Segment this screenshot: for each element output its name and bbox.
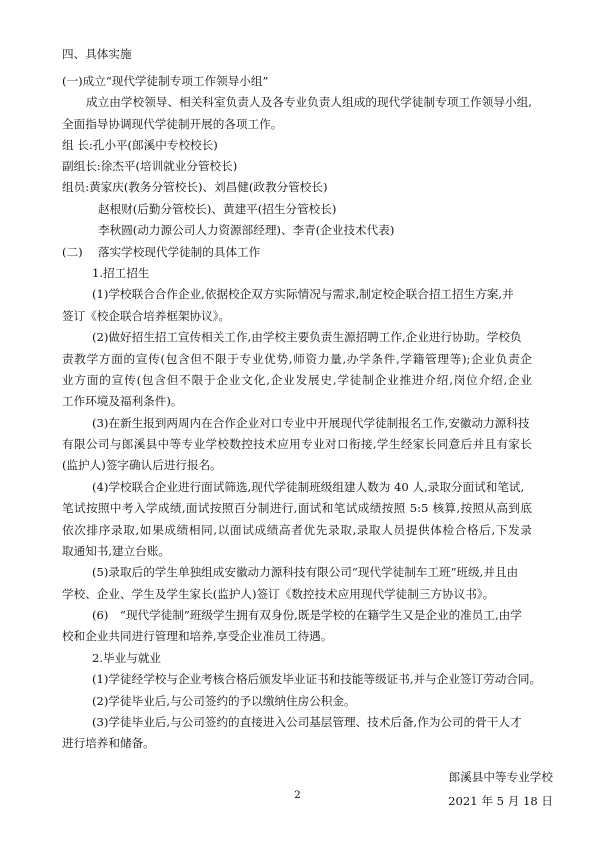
- paragraph-line: (4)学校联合企业进行面试筛选,现代学徒制班级组建人数为 40 人,录取分面试和笔试,: [92, 480, 525, 494]
- paragraph-line: 依次排序录取,如果成绩相同,以面试成绩高者优先录取,录取人员提供体检合格后,下发录: [62, 523, 532, 537]
- paragraph-line: 取通知书,建立台账。: [62, 544, 171, 558]
- paragraph-line: (监护人)签字确认后进行报名。: [62, 458, 222, 472]
- paragraph-line: 工作环境及福利条件)。: [62, 394, 183, 408]
- paragraph-line: 有限公司与郎溪县中等专业学校数控技术应用专业对口衔接,学生经家长同意后并且有家长: [62, 437, 532, 451]
- paragraph-line: (3)在新生报到两周内在合作企业对口专业中开展现代学徒制报名工作,安徽动力源科技: [92, 416, 530, 430]
- signature-date: 2021 年 5 月 18 日: [448, 794, 553, 808]
- paragraph-line: 笔试按照中考入学成绩,面试按照百分制进行,面试和笔试成绩按照 5:5 核算,按照从高到底: [62, 501, 532, 515]
- page-number: 2: [294, 789, 301, 801]
- group-members: 李秋圆(动力源公司人力资源部经理)、李青(企业技术代表): [98, 223, 395, 237]
- subsection-title: (二) 落实学校现代学徒制的具体工作: [62, 245, 261, 259]
- group-leader: 组 长:孔小平(郎溪中专校校长): [62, 138, 218, 152]
- item-title: 1.招工招生: [92, 266, 150, 280]
- paragraph-line: 进行培养和储备。: [62, 736, 155, 750]
- paragraph-line: (2)做好招生招工宣传相关工作,由学校主要负责生源招聘工作,企业进行协助。学校负: [92, 330, 522, 344]
- paragraph-line: (3)学徒毕业后,与公司签约的直接进入公司基层管理、技术后备,作为公司的骨干人才: [92, 715, 522, 729]
- group-members: 赵根财(后勤分管校长)、黄建平(招生分管校长): [98, 202, 337, 216]
- subsection-title: (一)成立“现代学徒制专项工作领导小组”: [62, 74, 269, 88]
- signature-school: 郎溪县中等专业学校: [448, 770, 553, 784]
- group-deputy: 副组长:徐杰平(培训就业分管校长): [62, 159, 238, 173]
- paragraph-line: 责教学方面的宣传(包含但不限于专业优势,师资力量,办学条件,学籍管理等);企业负责企: [62, 352, 532, 366]
- paragraph-line: (1)学校联合合作企业,依据校企双方实际情况与需求,制定校企联合招工招生方案,并: [92, 287, 514, 301]
- item-title: 2.毕业与就业: [92, 651, 162, 665]
- paragraph-line: (6) “现代学徒制”班级学生拥有双身份,既是学校的在籍学生又是企业的准员工,由学: [92, 608, 522, 622]
- paragraph-line: (5)录取后的学生单独组成安徽动力源科技有限公司“现代学徒制车工班”班级,并且由: [92, 565, 519, 579]
- paragraph-line: 校和企业共同进行管理和培养,享受企业准员工待遇。: [62, 629, 333, 643]
- paragraph-line: 签订《校企联合培养框架协议》。: [62, 309, 231, 323]
- paragraph-line: 业方面的宣传(包含但不限于企业文化,企业发展史,学徒制企业推进介绍,岗位介绍,企业: [62, 373, 532, 387]
- paragraph-line: (1)学徒经学校与企业考核合格后颁发毕业证书和技能等级证书,并与企业签订劳动合同。: [92, 672, 542, 686]
- section-heading: 四、具体实施: [62, 47, 132, 61]
- paragraph-line: 学校、企业、学生及学生家长(监护人)签订《数控技术应用现代学徒制三方协议书》。: [62, 587, 495, 601]
- paragraph-line: 全面指导协调现代学徒制开展的各项工作。: [62, 117, 283, 131]
- group-members: 组员:黄家庆(教务分管校长)、刘昌健(政教分管校长): [62, 180, 328, 194]
- paragraph-line: 成立由学校领导、相关科室负责人及各专业负责人组成的现代学徒制专项工作领导小组,: [86, 95, 532, 109]
- paragraph-line: (2)学徒毕业后,与公司签约的予以缴纳住房公积金。: [92, 694, 356, 708]
